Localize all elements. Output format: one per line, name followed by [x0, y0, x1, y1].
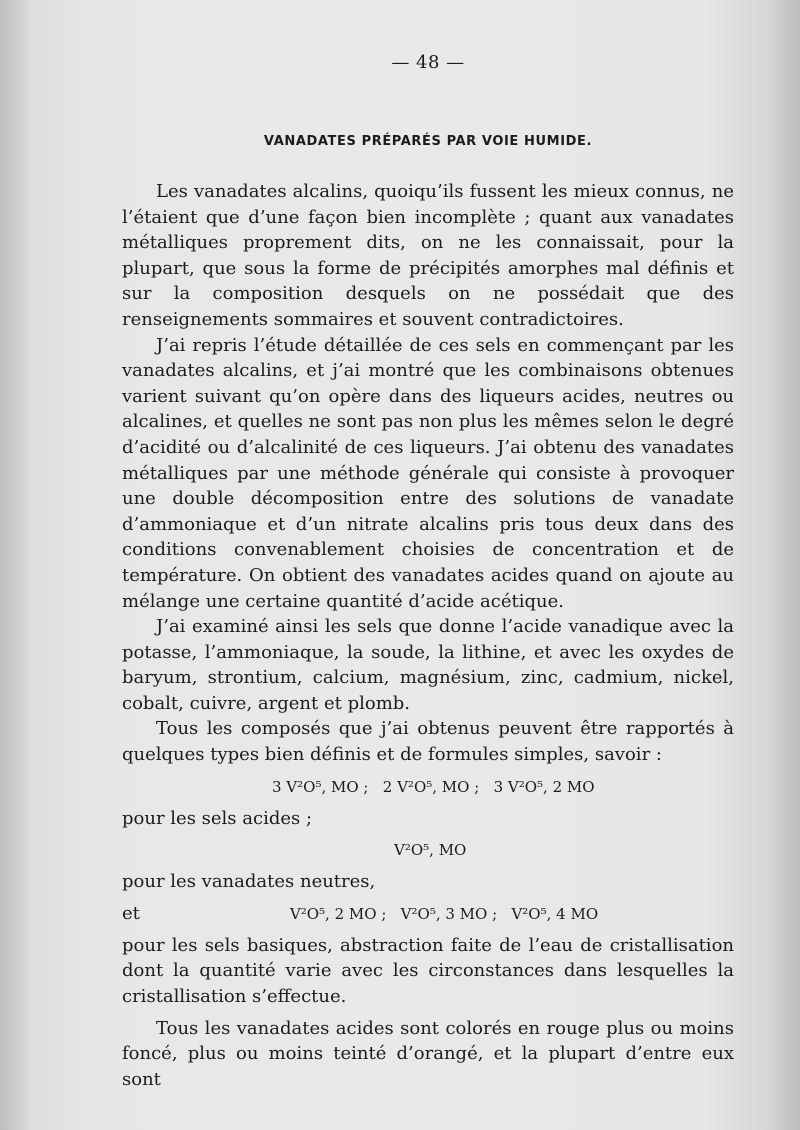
label-neutral-salts: pour les vanadates neutres,: [122, 871, 376, 893]
section-heading: VANADATES PRÉPARÉS PAR VOIE HUMIDE.: [263, 134, 593, 149]
basic-formula-row: [122, 901, 734, 927]
formula-neutral-salts: V²O⁵, MO: [394, 841, 467, 860]
formula-acid-salts: 3 V²O⁵, MO ; 2 V²O⁵, MO ; 3 V²O⁵, 2 MO: [272, 777, 595, 796]
formula-basic-salts: V²O⁵, 2 MO ; V²O⁵, 3 MO ; V²O⁵, 4 MO: [289, 904, 599, 923]
paragraph-2: J’ai repris l’étude détaillée de ces sels en commençant par les vanadates alcalins, et j’ai montré que les combinaisons obtenues varient suivant qu’on opère dans des liqueurs acides, neutres ou alcalines, et quelles ne sont pas non plus les mêmes selon le degré d’acidité ou d’alcalinité de ces liqueurs. J’ai obtenu des vanadates métalliques par une méthode générale qui consiste à provoquer une double décomposition entre des solutions de vanadate d’ammoniaque et d’un nitrate alcalins pris tous deux dans des conditions convenablement choisies de concentration et de température. On obtient des vanadates acides quand on ajoute au mélange une certaine quantité d’acide acétique.: [122, 334, 734, 612]
page-number: — 48 —: [391, 52, 465, 73]
page-content: [122, 40, 734, 1092]
paragraph-1: Les vanadates alcalins, quoiqu’ils fussent les mieux connus, ne l’étaient que d’une façon bien incomplète ; quant aux vanadates métalliques proprement dits, on ne les connaissait, pour la plupart, que sous la forme de précipités amorphes mal définis et sur la composition desquels on ne possédait que des renseignements sommaires et souvent contradictoires.: [122, 181, 734, 330]
et-word: et: [122, 902, 140, 924]
paragraph-3: J’ai examiné ainsi les sels que donne l’acide vanadique avec la potasse, l’ammoniaque, la soude, la lithine, et avec les oxydes de baryum, strontium, calcium, magnésium, zinc, cadmium, nickel, cobalt, cuivre, argent et plomb.: [122, 616, 734, 714]
paragraph-4: Tous les composés que j’ai obtenus peuvent être rapportés à quelques types bien définis et de formules simples, savoir :: [122, 718, 734, 766]
paragraph-6: Tous les vanadates acides sont colorés en rouge plus ou moins foncé, plus ou moins teinté d’orangé, et la plupart d’entre eux sont: [122, 1017, 734, 1090]
label-acid-salts: pour les sels acides ;: [122, 807, 313, 829]
paragraph-5: pour les sels basiques, abstraction faite de l’eau de cristallisation dont la quantité varie avec les circonstances dans lesquelles la cristallisation s’effectue.: [122, 934, 734, 1008]
